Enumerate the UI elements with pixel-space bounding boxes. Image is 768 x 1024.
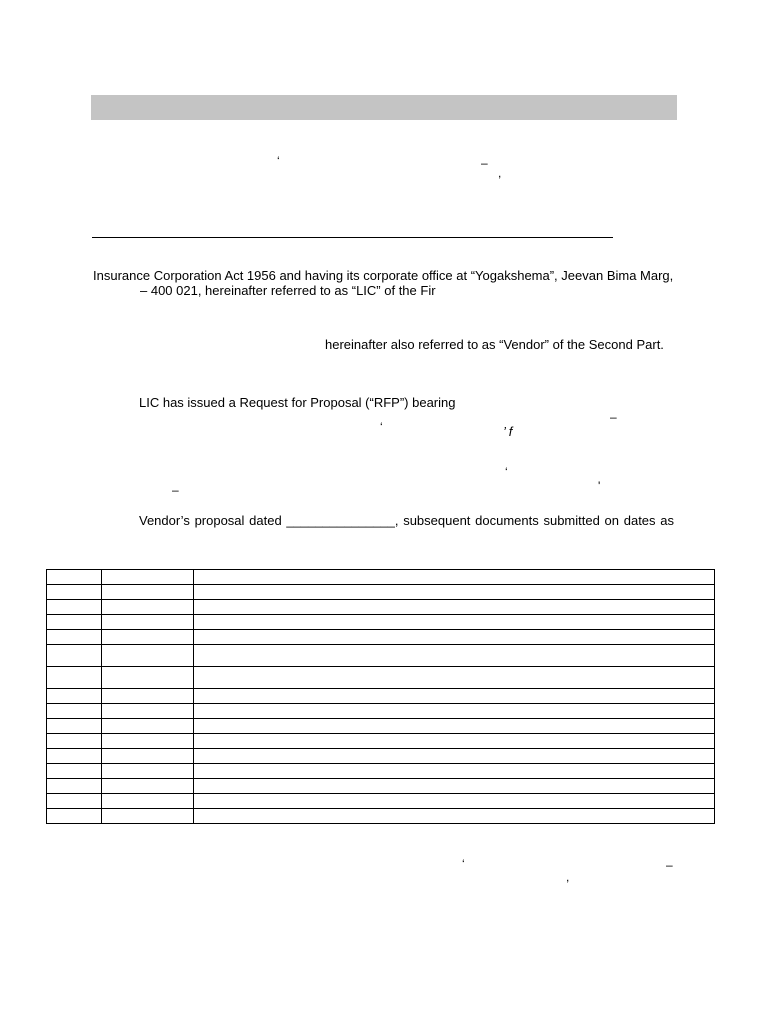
table-cell-date: [102, 570, 194, 585]
table-cell-description: [194, 794, 715, 809]
table-cell-description: [194, 749, 715, 764]
table-cell-description: [194, 704, 715, 719]
table-row: [47, 600, 715, 615]
table-cell-date: [102, 600, 194, 615]
table-cell-date: [102, 749, 194, 764]
straight-quote-mark: ': [598, 479, 601, 493]
table-row: [47, 704, 715, 719]
lic-description-line-1: Insurance Corporation Act 1956 and having its corporate office at “Yogakshema”, Jeevan Bima Marg,: [93, 268, 674, 283]
table-row: [47, 645, 715, 667]
table-cell-description: [194, 630, 715, 645]
proposal-recital-line: Vendor’s proposal dated _______________, subsequent documents submitted on dates as: [139, 513, 674, 528]
table-cell-no: [47, 689, 102, 704]
table-cell-no: [47, 585, 102, 600]
table-cell-description: [194, 667, 715, 689]
table-cell-no: [47, 719, 102, 734]
comma-mark: ,: [566, 870, 570, 884]
table-cell-description: [194, 689, 715, 704]
table-row: [47, 667, 715, 689]
comma-mark: ,: [498, 166, 502, 180]
dash-mark: –: [610, 410, 617, 424]
table-row: [47, 809, 715, 824]
quote-mark: ‘: [380, 420, 383, 434]
table-row: [47, 570, 715, 585]
signature-underline: [92, 237, 613, 238]
table-cell-no: [47, 764, 102, 779]
table-cell-date: [102, 794, 194, 809]
rfp-fragment: ’ f: [503, 424, 513, 439]
table-cell-no: [47, 779, 102, 794]
table-cell-no: [47, 615, 102, 630]
table-row: [47, 734, 715, 749]
table-cell-no: [47, 734, 102, 749]
table-row: [47, 630, 715, 645]
table-cell-description: [194, 570, 715, 585]
quote-mark: ‘: [505, 465, 508, 479]
table-cell-description: [194, 779, 715, 794]
table-cell-date: [102, 630, 194, 645]
table-cell-date: [102, 809, 194, 824]
quote-mark: ‘: [277, 154, 280, 168]
table-row: [47, 779, 715, 794]
table-cell-date: [102, 734, 194, 749]
table-cell-no: [47, 749, 102, 764]
table-cell-no: [47, 645, 102, 667]
table-row: [47, 749, 715, 764]
dash-mark: –: [666, 858, 673, 872]
table-row: [47, 719, 715, 734]
table-row: [47, 689, 715, 704]
table-cell-date: [102, 719, 194, 734]
dash-mark: –: [481, 156, 488, 170]
table-cell-description: [194, 809, 715, 824]
table-row: [47, 764, 715, 779]
table-row: [47, 615, 715, 630]
table-cell-date: [102, 764, 194, 779]
table-cell-no: [47, 570, 102, 585]
table-cell-date: [102, 704, 194, 719]
table-cell-description: [194, 645, 715, 667]
table-cell-date: [102, 779, 194, 794]
table-cell-description: [194, 734, 715, 749]
table-cell-date: [102, 689, 194, 704]
rfp-recital-line: LIC has issued a Request for Proposal (“RFP”) bearing: [139, 395, 456, 410]
table-row: [47, 794, 715, 809]
table-cell-no: [47, 667, 102, 689]
table-cell-date: [102, 667, 194, 689]
table-cell-description: [194, 585, 715, 600]
table-cell-description: [194, 764, 715, 779]
lic-description-line-2: – 400 021, hereinafter referred to as “LIC” of the Fir: [140, 283, 436, 298]
vendor-description-line: hereinafter also referred to as “Vendor” of the Second Part.: [325, 337, 664, 352]
quote-mark: ‘: [462, 857, 465, 871]
section-heading-bar: [91, 95, 677, 120]
table-cell-date: [102, 585, 194, 600]
table-cell-description: [194, 615, 715, 630]
table-cell-no: [47, 794, 102, 809]
table-cell-date: [102, 645, 194, 667]
table-cell-description: [194, 600, 715, 615]
table-row: [47, 585, 715, 600]
table-cell-no: [47, 630, 102, 645]
table-cell-no: [47, 600, 102, 615]
table-cell-no: [47, 809, 102, 824]
documents-table: [46, 569, 715, 824]
dash-mark: –: [172, 483, 179, 497]
table-cell-description: [194, 719, 715, 734]
table-cell-no: [47, 704, 102, 719]
table-cell-date: [102, 615, 194, 630]
